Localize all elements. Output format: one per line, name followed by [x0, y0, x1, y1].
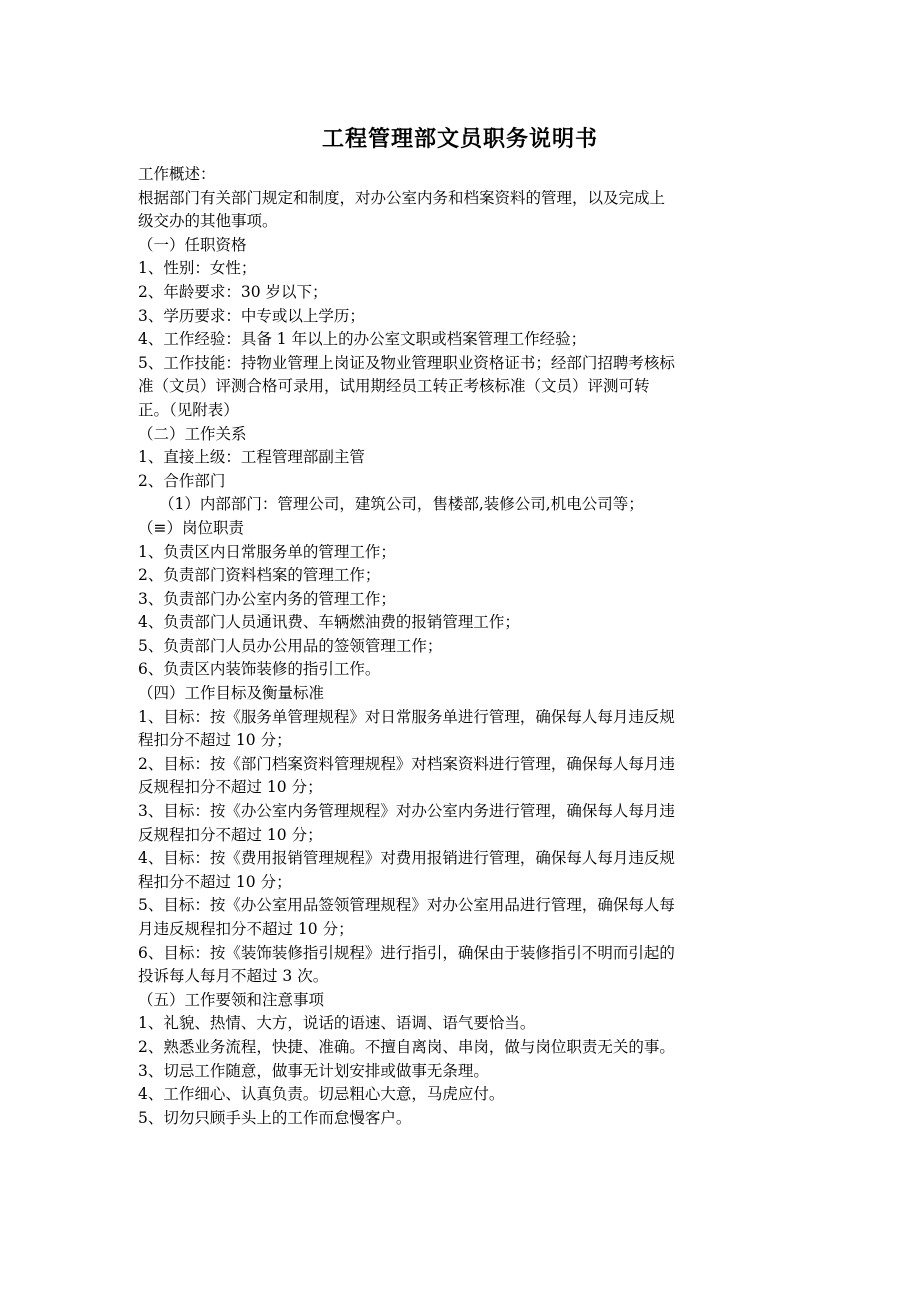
section-heading: （五）工作要领和注意事项 — [138, 990, 325, 1009]
document-body — [138, 163, 783, 1130]
text-line: 正。（见附表） — [138, 400, 239, 419]
text-line: 反规程扣分不超过 10 分； — [138, 825, 323, 844]
text-line: 2、熟悉业务流程，快捷、准确。不擅自离岗、串岗，做与岗位职责无关的事。 — [138, 1037, 675, 1056]
text-line: 2、负责部门资料档案的管理工作； — [138, 566, 381, 585]
text-line: 程扣分不超过 10 分； — [138, 731, 292, 750]
text-line: 1、直接上级：工程管理部副主管 — [138, 448, 365, 467]
text-line: （1）内部部门：管理公司，建筑公司，售楼部,装修公司,机电公司等； — [159, 495, 644, 514]
text-line: 1、性别：女性； — [138, 259, 257, 278]
text-line: 准（文员）评测合格可录用，试用期经员工转正考核标准（文员）评测可转 — [138, 377, 650, 396]
text-line: 4、目标：按《费用报销管理规程》对费用报销进行管理，确保每人每月违反规 — [138, 849, 675, 868]
section-heading: （四）工作目标及衡量标准 — [138, 684, 325, 703]
text-line: 5、目标：按《办公室用品签领管理规程》对办公室用品进行管理，确保每人每 — [138, 896, 675, 915]
text-line: 1、礼貌、热情、大方，说话的语速、语调、语气要恰当。 — [138, 1014, 536, 1033]
text-line: 工作概述： — [138, 165, 216, 183]
text-line: 反规程扣分不超过 10 分； — [138, 778, 323, 797]
text-line: 1、目标：按《服务单管理规程》对日常服务单进行管理，确保每人每月违反规 — [138, 707, 675, 726]
section-heading: （≡）岗位职责 — [138, 518, 244, 537]
text-line: 6、负责区内装饰装修的指引工作。 — [138, 660, 381, 679]
text-line: 2、合作部门 — [138, 471, 226, 490]
text-line: 4、工作经验：具备 1 年以上的办公室文职或档案管理工作经验； — [138, 330, 587, 349]
text-line: 5、工作技能：持物业管理上岗证及物业管理职业资格证书；经部门招聘考核标 — [138, 353, 675, 372]
text-line: 程扣分不超过 10 分； — [138, 872, 292, 891]
text-line: 4、负责部门人员通讯费、车辆燃油费的报销管理工作； — [138, 613, 520, 632]
text-line: 5、切勿只顾手头上的工作而怠慢客户。 — [138, 1108, 412, 1127]
text-line: 2、目标：按《部门档案资料管理规程》对档案资料进行管理，确保每人每月违 — [138, 754, 675, 773]
text-line: 5、负责部门人员办公用品的签领管理工作； — [138, 636, 443, 655]
text-line: 4、工作细心、认真负责。切忌粗心大意，马虎应付。 — [138, 1085, 505, 1104]
text-line: 根据部门有关部门规定和制度，对办公室内务和档案资料的管理，以及完成上 — [138, 188, 666, 207]
text-line: 月违反规程扣分不超过 10 分； — [138, 920, 354, 938]
section-heading: （二）工作关系 — [138, 424, 247, 443]
text-line: 3、切忌工作随意，做事无计划安排或做事无条理。 — [138, 1061, 489, 1080]
text-line: 3、学历要求：中专或以上学历； — [138, 306, 365, 325]
text-line: 6、目标：按《装饰装修指引规程》进行指引，确保由于装修指引不明而引起的 — [138, 943, 675, 962]
document-title: 工程管理部文员职务说明书 — [321, 127, 598, 152]
text-line: 3、目标：按《办公室内务管理规程》对办公室内务进行管理，确保每人每月违 — [138, 802, 675, 821]
section-heading: （一）任职资格 — [138, 235, 247, 254]
text-line: 2、年龄要求：30 岁以下； — [138, 282, 328, 301]
text-line: 投诉每人每月不超过 3 次。 — [138, 967, 329, 986]
text-line: 1、负责区内日常服务单的管理工作； — [138, 542, 396, 561]
text-line: 级交办的其他事项。 — [138, 212, 278, 231]
text-line: 3、负责部门办公室内务的管理工作； — [138, 589, 396, 608]
